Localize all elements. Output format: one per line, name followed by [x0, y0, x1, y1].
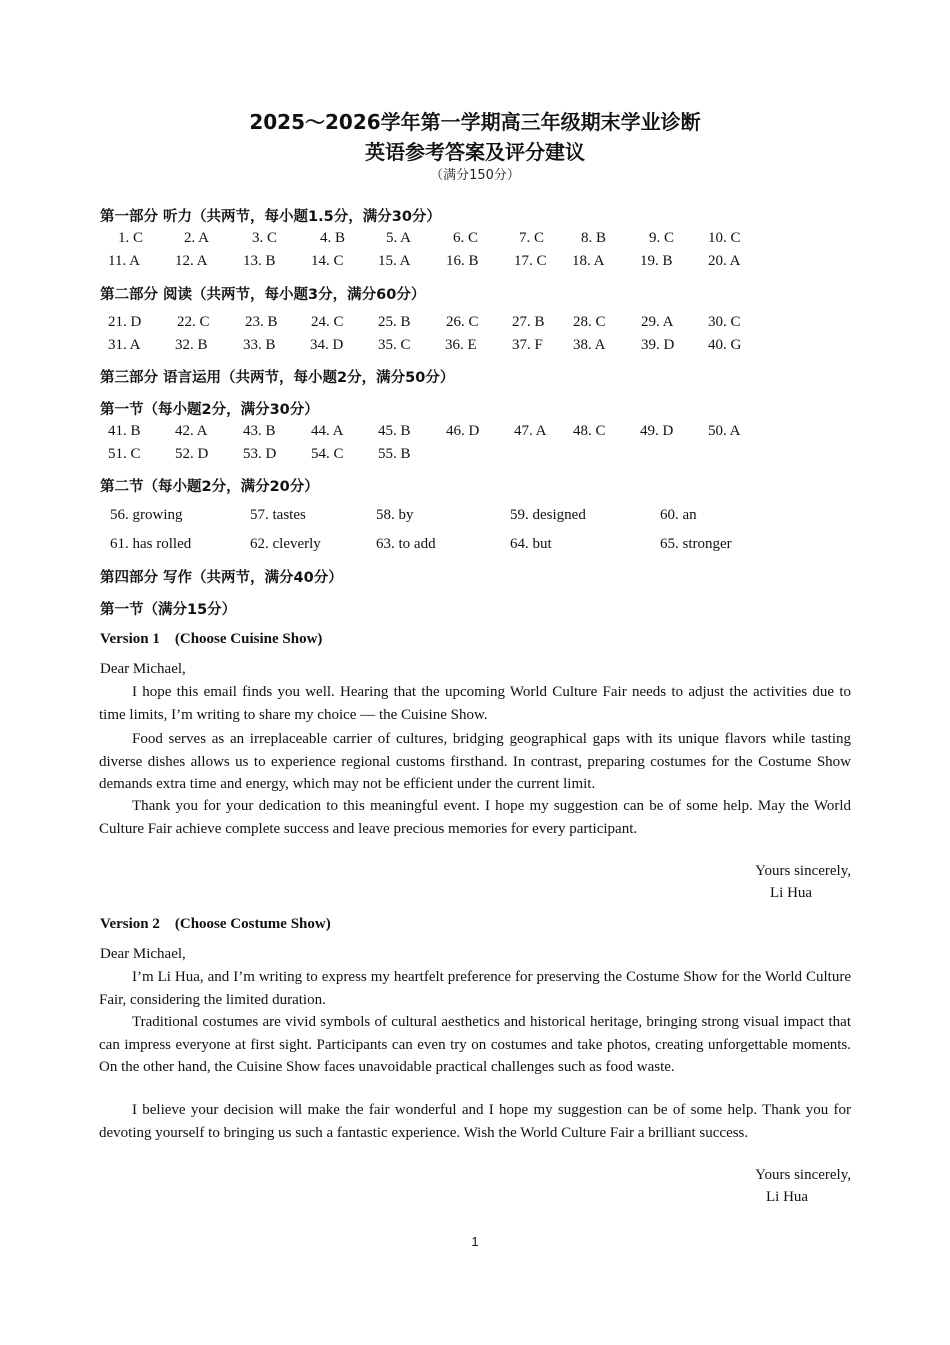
part1-heading: 第一部分 听力（共两节，每小题1.5分，满分30分） — [100, 209, 441, 225]
answer-item: 6. C — [453, 230, 479, 246]
part2-answer-row-1 — [0, 314, 950, 334]
answer-item: 42. A — [175, 423, 208, 439]
answer-item: 8. B — [581, 230, 607, 246]
part2-heading: 第二部分 阅读（共两节，每小题3分，满分60分） — [100, 287, 426, 303]
answer-item: 51. C — [108, 446, 141, 462]
part3-section2-answer-row-1 — [0, 507, 950, 527]
version1-label: Version 1 (Choose Cuisine Show) — [100, 631, 323, 647]
answer-item: 33. B — [243, 337, 276, 353]
part3-section1-answer-row-2 — [0, 446, 950, 466]
answer-item: 19. B — [640, 253, 673, 269]
answer-item: 30. C — [708, 314, 741, 330]
answer-item: 41. B — [108, 423, 141, 439]
part2-answer-row-2 — [0, 337, 950, 357]
part4-section1-heading: 第一节（满分15分） — [100, 602, 237, 618]
answer-item: 36. E — [445, 337, 477, 353]
answer-item: 60. an — [660, 507, 697, 523]
answer-item: 47. A — [514, 423, 547, 439]
answer-item: 50. A — [708, 423, 741, 439]
full-score-note: （满分150分） — [430, 168, 520, 183]
part3-section2-answer-row-2 — [0, 536, 950, 556]
part4-heading: 第四部分 写作（共两节，满分40分） — [100, 570, 343, 586]
page-number: 1 — [471, 1234, 479, 1249]
answer-item: 45. B — [378, 423, 411, 439]
answer-item: 49. D — [640, 423, 674, 439]
answer-item: 20. A — [708, 253, 741, 269]
answer-item: 31. A — [108, 337, 141, 353]
part3-section2-heading: 第二节（每小题2分，满分20分） — [100, 479, 319, 495]
answer-item: 40. G — [708, 337, 742, 353]
answer-item: 63. to add — [376, 536, 436, 552]
answer-item: 27. B — [512, 314, 545, 330]
version2-paragraph-3: I believe your decision will make the fair wonderful and I hope my suggestion can be of some help. Thank you for devoting yourself to bringing us such a fantastic experience. Wish the World Culture Fair a brilliant success. — [99, 1102, 851, 1141]
document-title-line1: 2025～2026学年第一学期高三年级期末学业诊断 — [249, 110, 701, 134]
answer-item: 56. growing — [110, 507, 183, 523]
version1-paragraph-2: Food serves as an irreplaceable carrier of cultures, bridging geographical gaps with its unique flavors while tasting diverse dishes allows us to experience regional customs firsthand. In contrast, preparing costumes for the Costume Show demands extra time and energy, which may not be efficient under the current limit. — [99, 731, 851, 792]
version2-signature: Li Hua — [766, 1189, 809, 1205]
answer-item: 15. A — [378, 253, 411, 269]
answer-item: 54. C — [311, 446, 344, 462]
part3-section1-heading: 第一节（每小题2分，满分30分） — [100, 402, 319, 418]
answer-item: 39. D — [641, 337, 675, 353]
answer-item: 64. but — [510, 536, 552, 552]
answer-item: 2. A — [184, 230, 210, 246]
version2-paragraph-1: I’m Li Hua, and I’m writing to express my heartfelt preference for preserving the Costume Show for the World Culture Fair, considering the limited duration. — [99, 969, 851, 1008]
answer-item: 59. designed — [510, 507, 586, 523]
version2-salutation: Dear Michael, — [100, 946, 186, 962]
answer-item: 13. B — [243, 253, 276, 269]
answer-item: 48. C — [573, 423, 606, 439]
answer-item: 37. F — [512, 337, 543, 353]
answer-item: 28. C — [573, 314, 606, 330]
answer-item: 16. B — [446, 253, 479, 269]
answer-item: 10. C — [708, 230, 741, 246]
version1-salutation: Dear Michael, — [100, 661, 186, 677]
part1-answer-row-2 — [0, 253, 950, 273]
answer-item: 23. B — [245, 314, 278, 330]
answer-item: 5. A — [386, 230, 412, 246]
answer-item: 32. B — [175, 337, 208, 353]
answer-item: 58. by — [376, 507, 414, 523]
answer-item: 17. C — [514, 253, 547, 269]
answer-item: 12. A — [175, 253, 208, 269]
answer-item: 22. C — [177, 314, 210, 330]
version2-closing: Yours sincerely, — [755, 1167, 851, 1183]
answer-item: 43. B — [243, 423, 276, 439]
answer-item: 7. C — [519, 230, 545, 246]
answer-item: 46. D — [446, 423, 480, 439]
answer-item: 9. C — [649, 230, 675, 246]
answer-item: 3. C — [252, 230, 278, 246]
answer-item: 52. D — [175, 446, 209, 462]
answer-item: 11. A — [108, 253, 140, 269]
answer-item: 65. stronger — [660, 536, 732, 552]
document-title-line2: 英语参考答案及评分建议 — [365, 140, 585, 164]
answer-item: 38. A — [573, 337, 606, 353]
answer-item: 44. A — [311, 423, 344, 439]
answer-item: 1. C — [118, 230, 144, 246]
version1-paragraph-1: I hope this email finds you well. Hearing that the upcoming World Culture Fair needs to adjust the activities due to time limits, I’m writing to share my choice — the Cuisine Show. — [99, 684, 851, 723]
part3-heading: 第三部分 语言运用（共两节，每小题2分，满分50分） — [100, 370, 455, 386]
answer-item: 26. C — [446, 314, 479, 330]
answer-item: 21. D — [108, 314, 142, 330]
answer-item: 14. C — [311, 253, 344, 269]
part1-answer-row-1 — [0, 230, 950, 250]
part3-section1-answer-row-1 — [0, 423, 950, 443]
version1-signature: Li Hua — [770, 885, 813, 901]
answer-item: 24. C — [311, 314, 344, 330]
answer-item: 25. B — [378, 314, 411, 330]
answer-item: 61. has rolled — [110, 536, 192, 552]
answer-item: 57. tastes — [250, 507, 306, 523]
answer-item: 34. D — [310, 337, 344, 353]
version2-paragraph-2: Traditional costumes are vivid symbols of cultural aesthetics and historical heritage, bringing strong visual impact that can impress everyone at first sight. Participants can even try on costumes and take photos, creating unforgettable moments. On the other hand, the Cuisine Show faces unavoidable practical challenges such as food waste. — [99, 1014, 851, 1075]
answer-item: 4. B — [320, 230, 346, 246]
version2-label: Version 2 (Choose Costume Show) — [100, 916, 331, 932]
answer-item: 55. B — [378, 446, 411, 462]
answer-item: 29. A — [641, 314, 674, 330]
version1-paragraph-3: Thank you for your dedication to this meaningful event. I hope my suggestion can be of some help. May the World Culture Fair achieve complete success and leave precious memories for every participant. — [99, 798, 851, 837]
version1-closing: Yours sincerely, — [755, 863, 851, 879]
answer-item: 18. A — [572, 253, 605, 269]
answer-item: 53. D — [243, 446, 277, 462]
answer-item: 35. C — [378, 337, 411, 353]
answer-item: 62. cleverly — [250, 536, 321, 552]
